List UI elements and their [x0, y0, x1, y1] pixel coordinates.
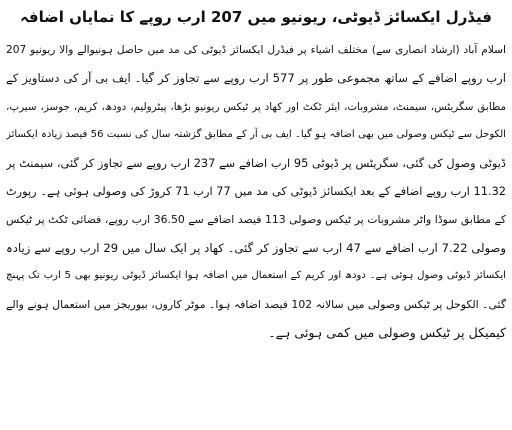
article-line: مطابق سگریٹس، سیمنٹ، مشروبات، ایئر ٹکٹ اور کھاد پر ٹیکس ریونیو بڑھا، پیٹرولیم، دودھ، کریم، جوسز، سیرپ،	[6, 100, 506, 113]
article-line: الکوحل سے ٹیکس وصولی میں بھی اضافہ ہو گیا۔ ایف بی آر کے مطابق گزشتہ سال کی نسبت 56 فیصد زیادہ ایکسائز	[6, 128, 506, 140]
article-line: ارب روپے اضافے کے ساتھ مجموعی طور پر 577 ارب روپے سے تجاوز کر گیا۔ ایف بی آر کی دستاویز کے	[6, 71, 506, 86]
article-line: گئی۔ الکوحل پر ٹیکس وصولی میں سالانہ 102 فیصد اضافہ ہوا۔ موٹر کاروں، بیوریجز میں استعمال ہونے والے	[6, 297, 506, 311]
article-line: اسلام آباد (ارشاد انصاری سے) مختلف اشیاء پر فیڈرل ایکسائز ڈیوٹی کی مد میں حاصل ہونیوالے والا ریونیو 207	[6, 44, 506, 56]
article-line: ایکسائز ڈیوٹی وصول ہوئی ہے۔ دودھ اور کریم کے استعمال میں اضافہ ہوا ایکسائز ڈیوٹی ریونیو بھی 5 ارب تک پہنچ	[6, 270, 506, 282]
article-body	[6, 36, 506, 347]
article-line: کے مطابق سوڈا واٹر مشروبات پر ٹیکس وصولی 113 فیصد اضافے سے 36.50 ارب روپے، فضائی ٹکٹ پر ٹیکس	[6, 212, 506, 226]
article-headline: فیڈرل ایکسائز ڈیوٹی، ریونیو میں 207 ارب روپے کا نمایاں اضافہ	[20, 8, 492, 26]
article-line: ڈیوٹی وصول کی گئی، سگریٹس پر ڈیوٹی 95 ارب اضافے سے 237 ارب روپے سے تجاوز کر گئی، سیمنٹ پر	[6, 156, 506, 171]
article-line: کیمیکل پر ٹیکس وصولی میں کمی ہوئی ہے۔	[268, 324, 506, 340]
article-line: وصولی 7.22 ارب اضافے سے 47 ارب سے تجاوز کر گئی۔ کھاد پر ایک سال میں 29 ارب روپے سے زیادہ	[6, 241, 506, 256]
article-line: 11.32 ارب روپے اضافے کے بعد ایکسائز ڈیوٹی کی مد میں 77 ارب 71 کروڑ کی وصولی ہوئی ہے۔ رپورٹ	[6, 184, 506, 199]
